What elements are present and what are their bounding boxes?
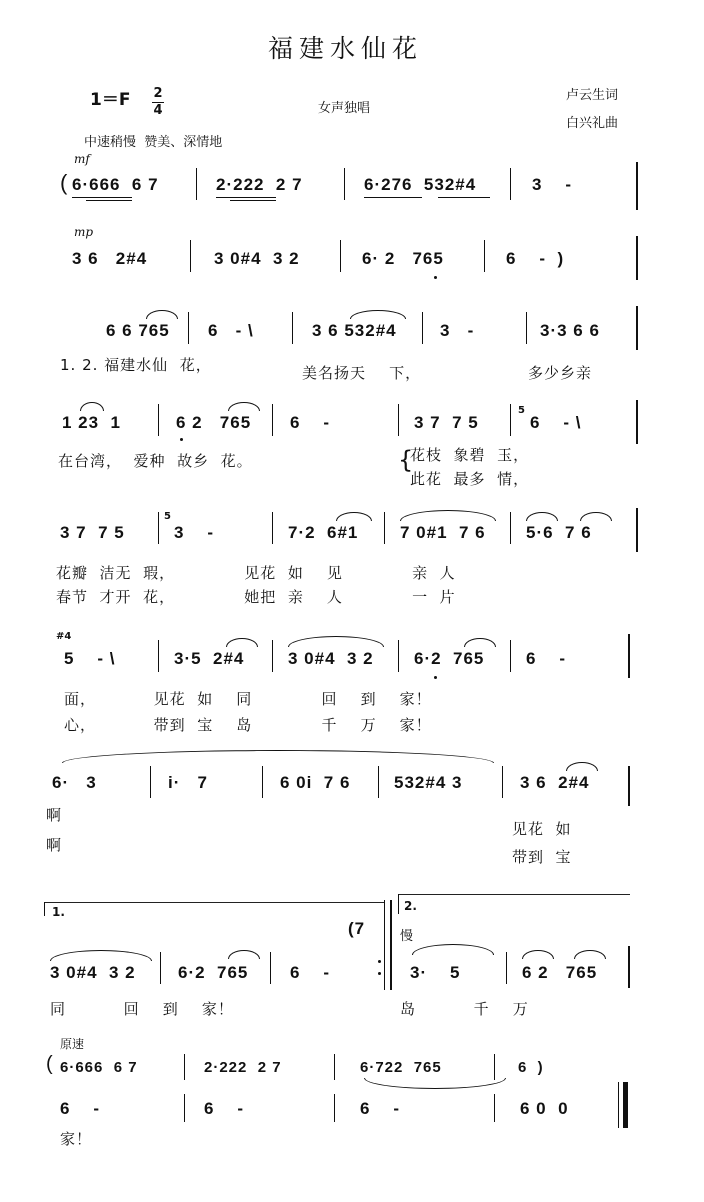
lyric-line: 啊 — [46, 806, 63, 824]
lyric-line: 美名扬天 下， — [302, 364, 422, 382]
accomp-paren-open: ( — [46, 1053, 54, 1075]
barline — [636, 400, 638, 444]
repeat-dot — [378, 960, 381, 963]
measure: 3 6 2#4 — [72, 249, 148, 268]
measure: 6 0i 7 6 — [280, 773, 351, 792]
barline — [184, 1054, 185, 1080]
slur — [566, 762, 598, 771]
measure: 6 - \ — [530, 413, 582, 432]
slur — [574, 950, 606, 959]
lyric-line: 在台湾， 爱种 故乡 花。 — [58, 452, 253, 470]
measure: 3· 5 — [410, 963, 461, 982]
measure: 3 7 7 5 — [60, 523, 125, 542]
barline — [158, 640, 159, 672]
accomp-measure: 6·722 765 — [360, 1059, 442, 1076]
dynamic-mp: mp — [74, 225, 94, 239]
slur — [526, 512, 558, 521]
measure: 3 0#4 3 2 — [214, 249, 300, 268]
measure: 6 - ) — [506, 249, 565, 268]
final-barline-thin — [618, 1082, 619, 1128]
measure: 2·222 2 7 — [216, 175, 303, 194]
barline — [270, 952, 271, 984]
lyric-line: 面， 见花 如 同 回 到 家！ — [64, 690, 432, 708]
measure: 6 - — [204, 1099, 245, 1118]
measure: 5 - \ — [64, 649, 116, 668]
slur — [580, 512, 612, 521]
measure: 6 6 765 — [106, 321, 170, 340]
accomp-measure: 6·666 6 7 — [60, 1059, 138, 1076]
beam — [230, 200, 276, 201]
barline — [272, 404, 273, 436]
accomp-measure: 2·222 2 7 — [204, 1059, 282, 1076]
repeat-barline — [390, 900, 392, 990]
lyric-brace: { — [398, 446, 415, 474]
slur — [350, 310, 406, 319]
repeat-dot — [378, 972, 381, 975]
grace-note: 5 — [518, 405, 525, 416]
measure: 3 - — [174, 523, 215, 542]
measure: 6 - — [290, 963, 331, 982]
barline — [344, 168, 345, 200]
barline — [160, 952, 161, 984]
slur — [228, 402, 260, 411]
barline — [378, 766, 379, 798]
time-signature-top: 2 — [153, 86, 163, 101]
barline — [334, 1094, 335, 1122]
volta-label: 1. — [52, 905, 65, 919]
barline — [510, 404, 511, 436]
barline — [510, 512, 511, 544]
grace-note: #4 — [56, 631, 72, 642]
slur — [400, 510, 496, 521]
beam — [438, 197, 490, 198]
barline — [636, 306, 638, 350]
measure: 3 0#4 3 2 — [288, 649, 374, 668]
barline — [510, 640, 511, 672]
barline — [628, 766, 630, 806]
measure: 3·3 6 6 — [540, 321, 600, 340]
genre-label: 女声独唱 — [318, 101, 371, 116]
composer-credit: 白兴礼曲 — [566, 116, 619, 131]
slur — [146, 310, 178, 319]
beam — [216, 197, 276, 198]
barline — [150, 766, 151, 798]
slur — [80, 402, 104, 411]
barline — [196, 168, 197, 200]
measure: 6·666 6 7 — [72, 175, 159, 194]
measure: 3 7 7 5 — [414, 413, 479, 432]
barline — [510, 168, 511, 200]
barline — [636, 236, 638, 280]
measure: 6·276 532#4 — [364, 175, 477, 194]
lyric-line: 带到 宝 — [512, 848, 572, 866]
measure: 6 2 765 — [522, 963, 598, 982]
measure: 7·2 6#1 — [288, 523, 359, 542]
measure: 6· 2 765 — [362, 249, 444, 268]
slur — [62, 750, 494, 763]
measure: 6 - — [360, 1099, 401, 1118]
measure: 3 - — [440, 321, 475, 340]
slur — [364, 1078, 506, 1089]
measure: 3 - — [532, 175, 573, 194]
barline — [184, 1094, 185, 1122]
lyric-line: 花瓣 洁无 瑕， 见花 如 见 亲 人 — [56, 564, 456, 582]
barline — [262, 766, 263, 798]
measure: i· 7 — [168, 773, 209, 792]
lyric-line: 此花 最多 情， — [410, 470, 530, 488]
barline — [506, 952, 507, 984]
measure: 5·6 7 6 — [526, 523, 592, 542]
lyric-line: 岛 千 万 — [400, 1000, 529, 1018]
barline — [494, 1094, 495, 1122]
volta-bracket-end — [398, 894, 399, 914]
lyric-line: 心， 带到 宝 岛 千 万 家！ — [64, 716, 432, 734]
barline — [398, 404, 399, 436]
song-title: 福建水仙花 — [268, 34, 424, 63]
repeat-barline — [384, 900, 385, 990]
measure: 3 6 532#4 — [312, 321, 397, 340]
measure: 6 - \ — [208, 321, 254, 340]
barline — [340, 240, 341, 272]
measure: 7 0#1 7 6 — [400, 523, 486, 542]
slur — [288, 636, 384, 647]
slur — [464, 638, 496, 647]
bridge-note: (7 — [348, 919, 366, 938]
octave-dot — [434, 676, 437, 679]
barline — [158, 512, 159, 544]
barline — [628, 946, 630, 988]
barline — [628, 634, 630, 678]
volta-bracket-line — [398, 894, 630, 895]
barline — [636, 508, 638, 552]
barline — [158, 404, 159, 436]
lyric-line: 同 回 到 家！ — [50, 1000, 234, 1018]
lyric-line: 春节 才开 花， 她把 亲 人 一 片 — [56, 588, 456, 606]
barline — [422, 312, 423, 344]
lyricist-credit: 卢云生词 — [566, 88, 619, 103]
slur — [522, 950, 554, 959]
barline — [484, 240, 485, 272]
time-signature-bottom: 4 — [153, 103, 163, 118]
slur — [50, 950, 152, 961]
barline — [384, 512, 385, 544]
lyric-line: 见花 如 — [512, 820, 572, 838]
tempo-marking: 中速稍慢 赞美、深情地 — [84, 135, 223, 150]
measure: 6 - — [526, 649, 567, 668]
octave-dot — [180, 438, 183, 441]
measure: 6 0 0 — [520, 1099, 569, 1118]
lyric-line: 1. 2. 福建水仙 花， — [60, 356, 212, 374]
beam — [86, 200, 132, 201]
barline — [398, 640, 399, 672]
octave-dot — [434, 276, 437, 279]
beam — [364, 197, 422, 198]
measure: 6·2 765 — [414, 649, 485, 668]
final-barline-thick — [623, 1082, 628, 1128]
lyric-line: 多少乡亲 — [528, 364, 593, 382]
tempo-slow: 慢 — [400, 929, 415, 944]
barline — [272, 640, 273, 672]
measure: 1 23 1 — [62, 413, 121, 432]
measure: 3 0#4 3 2 — [50, 963, 136, 982]
accomp-measure: 6 ) — [518, 1059, 544, 1076]
measure: 6· 3 — [52, 773, 97, 792]
measure: 3·5 2#4 — [174, 649, 245, 668]
dynamic-mf: mf — [74, 152, 90, 166]
barline — [636, 162, 638, 210]
beam — [72, 197, 132, 198]
measure: 6 - — [290, 413, 331, 432]
slur — [336, 512, 372, 521]
volta-bracket-end — [44, 902, 45, 916]
slur — [228, 950, 260, 959]
barline — [334, 1054, 335, 1080]
barline — [188, 312, 189, 344]
barline — [292, 312, 293, 344]
measure: 6 2 765 — [176, 413, 252, 432]
slur — [226, 638, 258, 647]
lyric-line: 家！ — [60, 1130, 93, 1148]
measure: 3 6 2#4 — [520, 773, 590, 792]
grace-note: 5 — [164, 511, 171, 522]
key-signature: 1＝F — [90, 90, 131, 110]
barline — [502, 766, 503, 798]
lyric-line: 啊 — [46, 836, 63, 854]
barline — [526, 312, 527, 344]
intro-paren-open: ( — [60, 170, 69, 195]
barline — [190, 240, 191, 272]
volta-label: 2. — [404, 899, 417, 913]
volta-bracket-line — [44, 902, 384, 903]
measure: 532#4 3 — [394, 773, 463, 792]
barline — [272, 512, 273, 544]
tempo-original: 原速 — [60, 1037, 85, 1051]
slur — [412, 944, 494, 955]
measure: 6 - — [60, 1099, 101, 1118]
measure: 6·2 765 — [178, 963, 249, 982]
barline — [494, 1054, 495, 1080]
lyric-line: 花枝 象碧 玉， — [410, 446, 530, 464]
